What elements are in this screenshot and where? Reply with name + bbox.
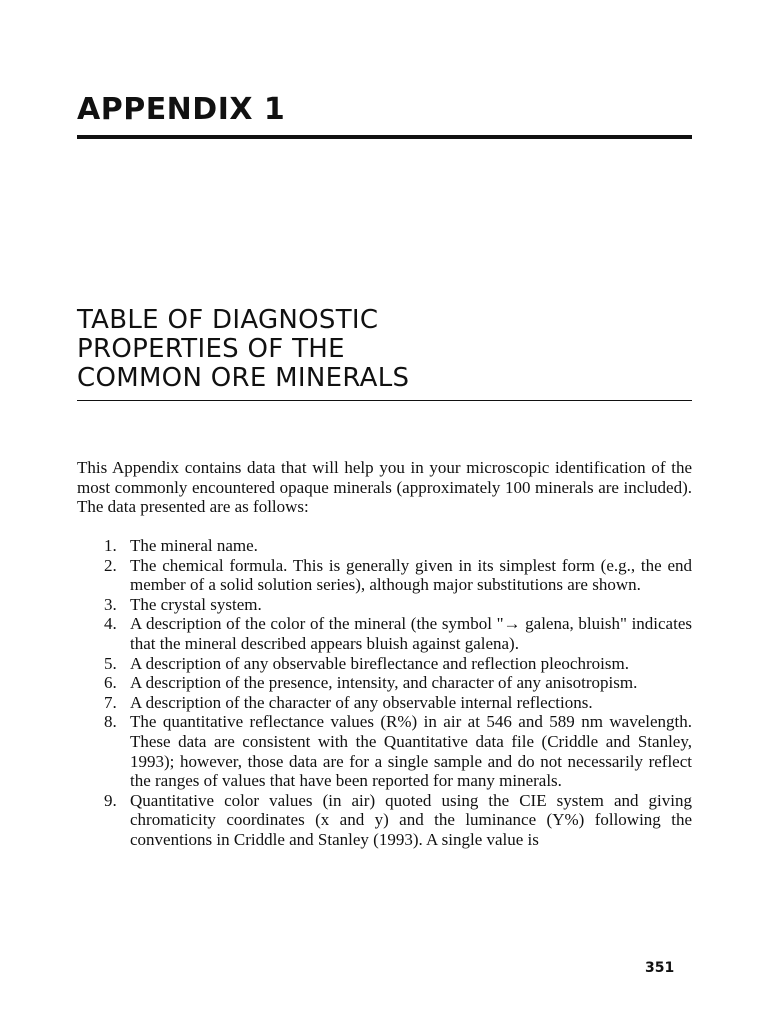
list-item-text: Quantitative color values (in air) quoted using the CIE system and giving chromaticity coordinates (x and y) and the luminance (Y%) following the conventions in Criddle and Stanley (1993). A single value is <box>130 790 692 849</box>
chapter-title-line-3: COMMON ORE MINERALS <box>77 363 410 393</box>
list-item-number: 9. <box>104 790 117 810</box>
list-item-text: A description of the presence, intensity, and character of any anisotropism. <box>130 673 638 693</box>
list-item-number: 6. <box>104 673 117 693</box>
list-item-number: 5. <box>104 653 117 673</box>
list-item-text: The mineral name. <box>130 536 258 555</box>
list-item-number: 1. <box>104 536 117 555</box>
chapter-title <box>77 306 409 393</box>
list-item <box>77 595 692 615</box>
list-item-number: 4. <box>104 614 117 634</box>
data-fields-list <box>77 536 692 850</box>
list-item-text: The crystal system. <box>130 594 262 614</box>
list-item <box>77 712 692 790</box>
list-item-number: 2. <box>104 555 117 575</box>
list-item <box>77 654 692 674</box>
chapter-title-line-2: PROPERTIES OF THE <box>77 334 345 364</box>
list-item-text: A description of any observable bireflectance and reflection pleochroism. <box>130 653 629 673</box>
list-item <box>77 673 692 693</box>
list-item <box>77 614 692 653</box>
list-item <box>77 791 692 850</box>
intro-paragraph: This Appendix contains data that will help you in your microscopic identification of the most commonly encountered opaque minerals (approximately 100 minerals are included). The data presented are as follows: <box>77 458 692 517</box>
chapter-title-line-1: TABLE OF DIAGNOSTIC <box>77 305 379 335</box>
list-item-number: 3. <box>104 594 117 614</box>
list-item-text: A description of the character of any observable internal reflections. <box>130 692 593 712</box>
list-item-text: The quantitative reflectance values (R%) in air at 546 and 589 nm wavelength. These data are consistent with the Quantitative data file (Criddle and Stanley, 1993); however, those data are for a single sample and do not necessarily reflect the ranges of values that have been reported for many minerals. <box>130 712 692 791</box>
list-item-text: A description of the color of the mineral (the symbol "→ galena, bluish" indicates that the mineral described appears bluish against galena). <box>130 614 692 653</box>
list-item-number: 7. <box>104 692 117 712</box>
list-item-number: 8. <box>104 712 117 732</box>
list-item <box>77 693 692 713</box>
appendix-heading: APPENDIX 1 <box>77 92 286 127</box>
list-item-text: The chemical formula. This is generally given in its simplest form (e.g., the end member of a solid solution series), although major substitutions are shown. <box>130 555 692 595</box>
list-item <box>77 556 692 595</box>
heading-rule <box>77 135 692 139</box>
list-item <box>77 536 692 556</box>
page-number: 351 <box>645 960 675 976</box>
title-rule <box>77 400 692 401</box>
